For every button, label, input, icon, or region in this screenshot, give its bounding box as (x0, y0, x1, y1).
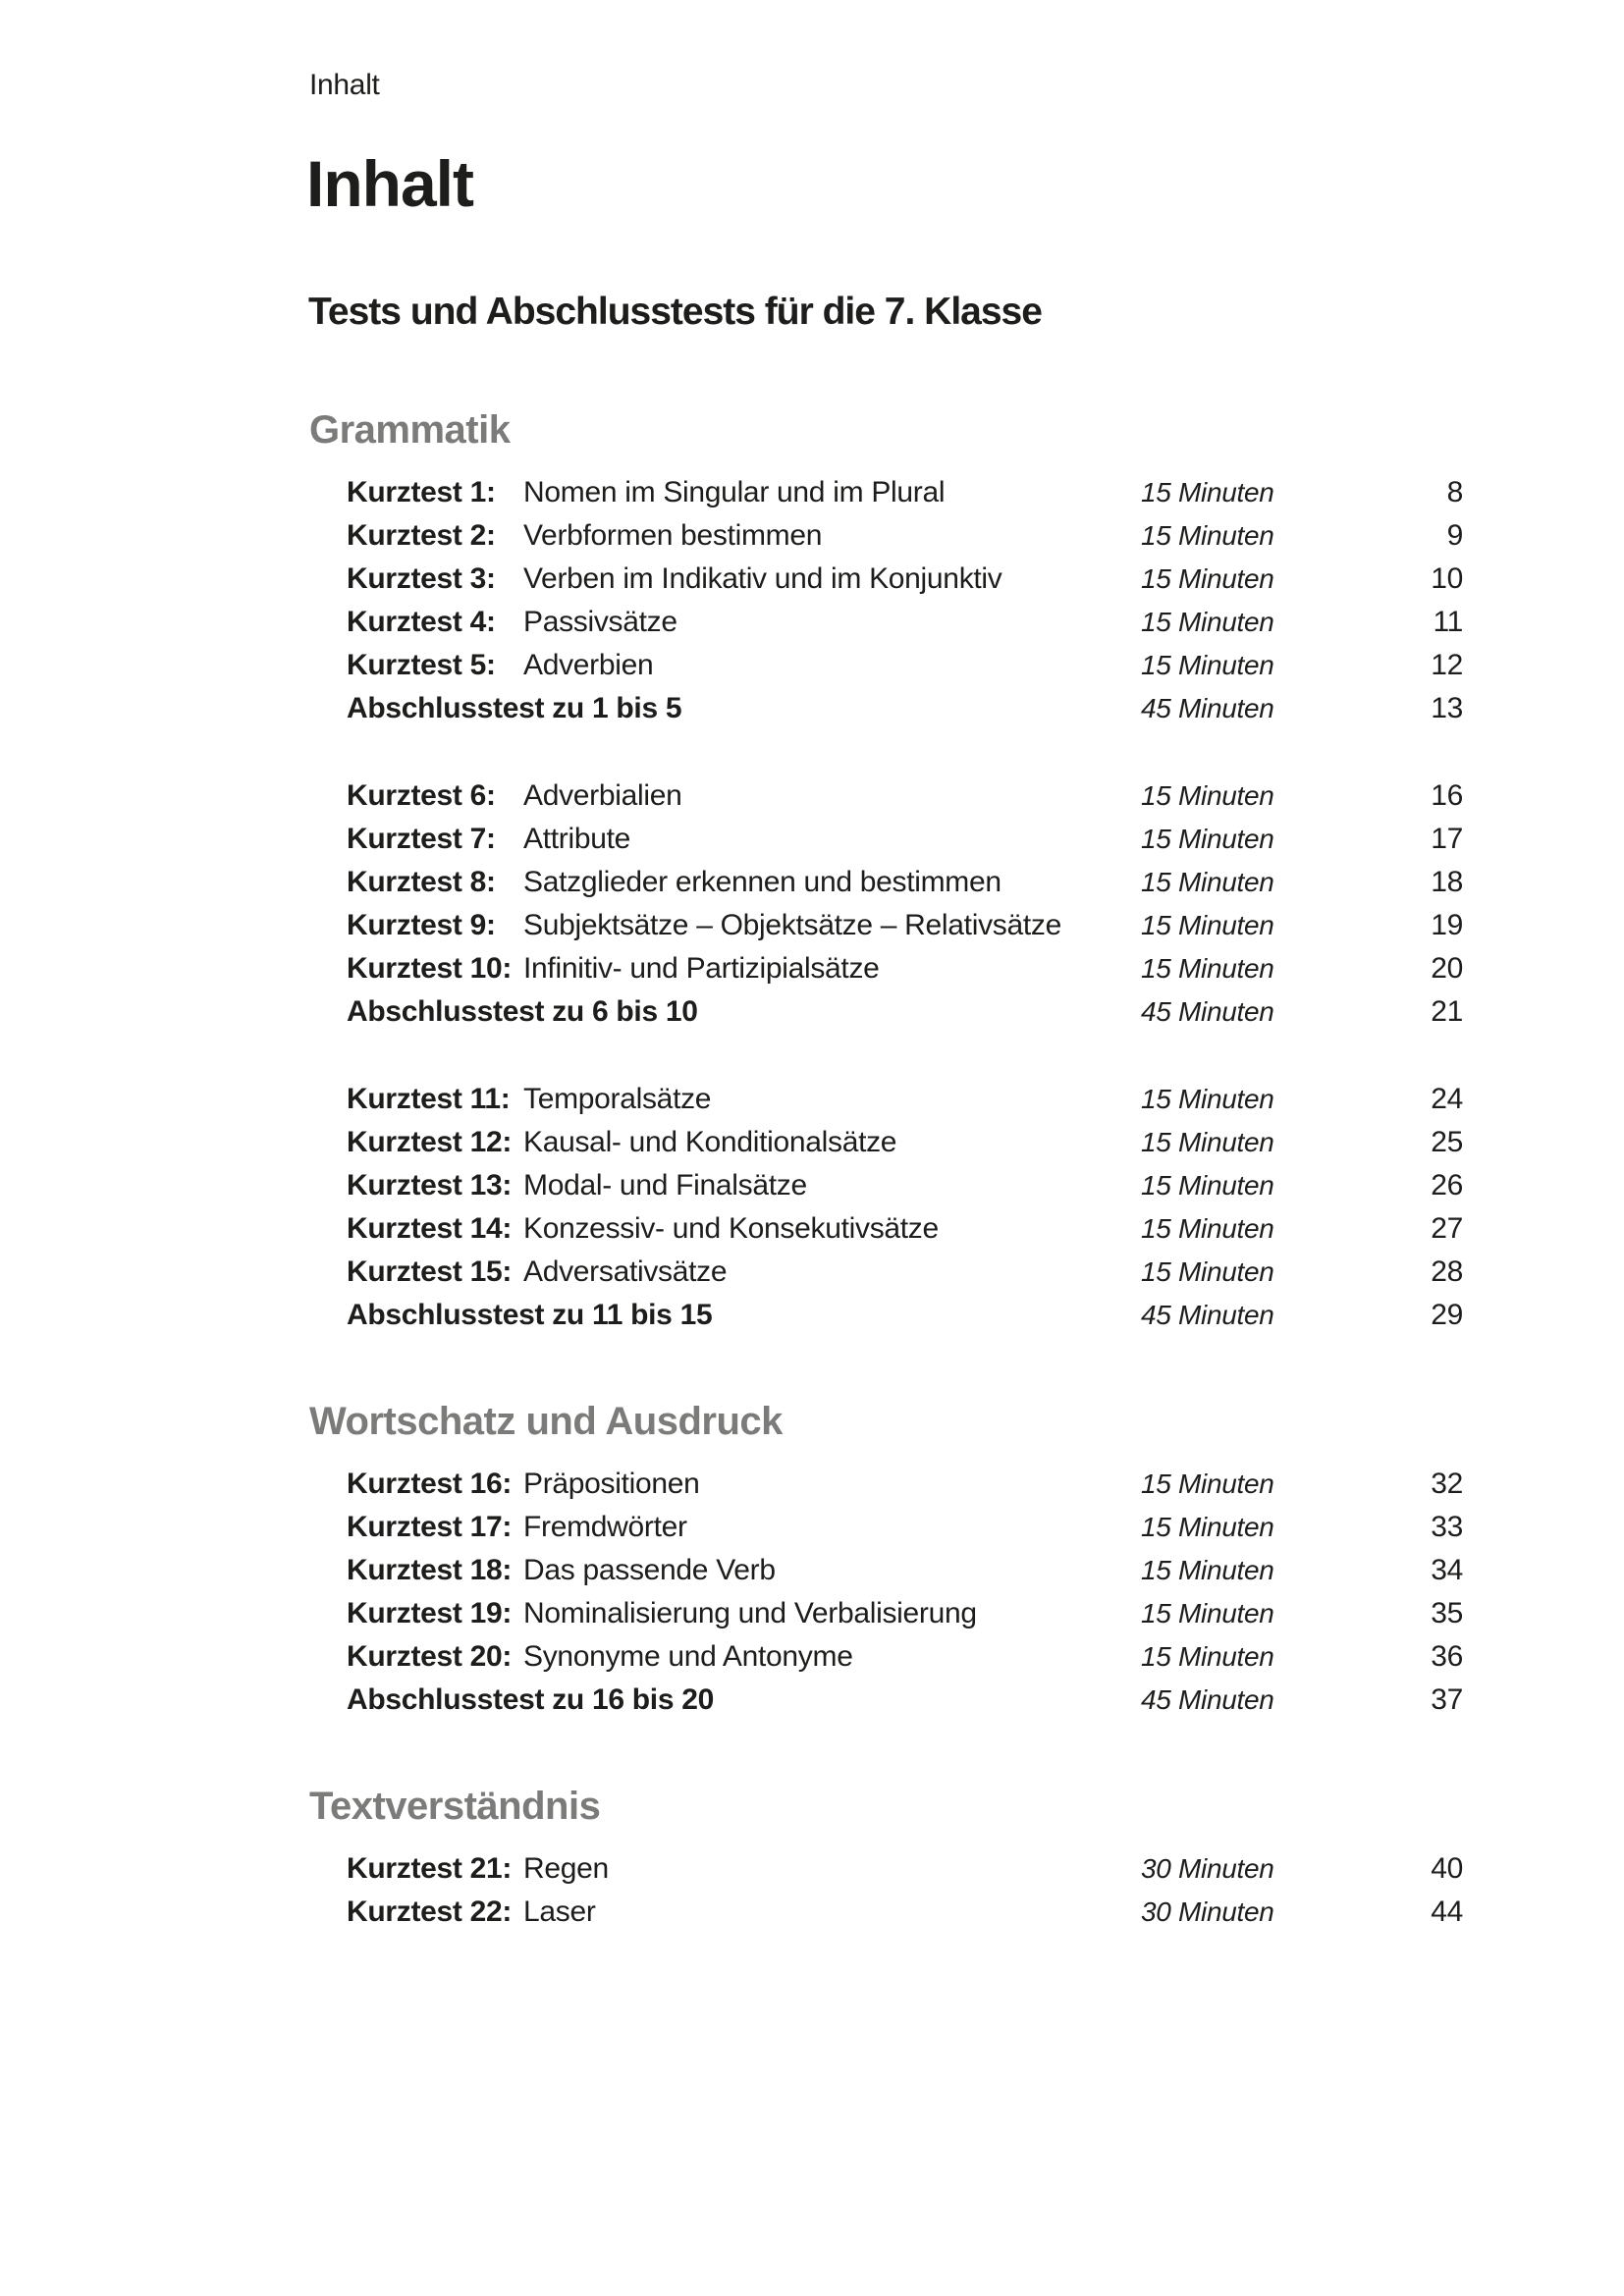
row-topic: Das passende Verb (523, 1554, 776, 1586)
toc-row-kurztest (309, 1463, 1463, 1506)
row-page-number: 32 (1431, 1468, 1463, 1500)
row-duration: 15 Minuten (1141, 1127, 1274, 1157)
toc-row-kurztest (309, 1207, 1463, 1251)
toc-group (309, 1078, 1463, 1337)
row-topic: Subjektsätze – Objektsätze – Relativsätze (523, 909, 1061, 941)
row-page-number: 16 (1431, 779, 1463, 812)
row-label: Kurztest 15: (347, 1255, 513, 1288)
page-title: Inhalt (306, 147, 473, 220)
row-duration: 30 Minuten (1141, 1853, 1274, 1884)
row-label: Kurztest 17: (347, 1511, 513, 1543)
row-page-number: 36 (1431, 1640, 1463, 1673)
row-label: Kurztest 5: (347, 649, 496, 681)
row-label: Kurztest 13: (347, 1169, 513, 1201)
row-page-number: 29 (1431, 1299, 1463, 1331)
row-duration: 15 Minuten (1141, 910, 1274, 940)
row-topic: Passivsätze (523, 606, 677, 638)
row-page-number: 26 (1431, 1169, 1463, 1201)
row-topic: Kausal- und Konditionalsätze (523, 1126, 897, 1158)
toc-row-kurztest (309, 601, 1463, 644)
row-label: Kurztest 7: (347, 823, 496, 855)
toc-row-abschlusstest (309, 1679, 1463, 1722)
toc-row-abschlusstest (309, 687, 1463, 730)
row-page-number: 27 (1431, 1212, 1463, 1245)
row-topic: Satzglieder erkennen und bestimmen (523, 866, 1001, 898)
row-label: Kurztest 10: (347, 952, 513, 985)
toc-row-kurztest (309, 644, 1463, 687)
row-topic: Präpositionen (523, 1468, 700, 1500)
toc-section (309, 408, 1463, 1337)
row-topic: Temporalsätze (523, 1083, 712, 1115)
row-topic: Konzessiv- und Konsekutivsätze (523, 1212, 939, 1245)
toc-row-kurztest (309, 1592, 1463, 1635)
row-duration: 30 Minuten (1141, 1896, 1274, 1927)
toc-row-kurztest (309, 818, 1463, 861)
row-page-number: 21 (1431, 995, 1463, 1028)
row-duration: 15 Minuten (1141, 477, 1274, 507)
section-heading: Grammatik (309, 408, 511, 452)
row-label: Kurztest 12: (347, 1126, 513, 1158)
row-duration: 15 Minuten (1141, 867, 1274, 897)
row-duration: 15 Minuten (1141, 1512, 1274, 1542)
row-duration: 45 Minuten (1141, 1300, 1274, 1330)
row-topic: Adversativsätze (523, 1255, 728, 1288)
row-duration: 15 Minuten (1141, 563, 1274, 594)
row-label: Kurztest 4: (347, 606, 496, 638)
row-page-number: 18 (1431, 866, 1463, 898)
row-topic: Adverbien (523, 649, 654, 681)
row-page-number: 10 (1431, 562, 1463, 595)
row-page-number: 44 (1431, 1896, 1463, 1928)
row-page-number: 34 (1431, 1554, 1463, 1586)
row-duration: 15 Minuten (1141, 780, 1274, 811)
row-duration: 15 Minuten (1141, 1170, 1274, 1201)
row-title: Abschlusstest zu 16 bis 20 (347, 1683, 715, 1716)
row-duration: 15 Minuten (1141, 650, 1274, 680)
row-label: Kurztest 21: (347, 1852, 513, 1885)
row-duration: 15 Minuten (1141, 824, 1274, 854)
toc-row-kurztest (309, 1164, 1463, 1207)
row-duration: 15 Minuten (1141, 1555, 1274, 1585)
row-duration: 15 Minuten (1141, 1213, 1274, 1244)
row-topic: Infinitiv- und Partizipialsätze (523, 952, 880, 985)
row-label: Kurztest 22: (347, 1896, 513, 1928)
row-page-number: 13 (1431, 692, 1463, 724)
row-label: Kurztest 1: (347, 476, 496, 508)
row-label: Kurztest 3: (347, 562, 496, 595)
row-topic: Adverbialien (523, 779, 682, 812)
row-duration: 15 Minuten (1141, 1468, 1274, 1499)
toc-row-kurztest (309, 1506, 1463, 1549)
row-label: Kurztest 9: (347, 909, 496, 941)
toc-group (309, 1463, 1463, 1722)
row-topic: Attribute (523, 823, 631, 855)
row-duration: 15 Minuten (1141, 1084, 1274, 1114)
toc-row-kurztest (309, 1549, 1463, 1592)
row-title: Abschlusstest zu 1 bis 5 (347, 692, 682, 724)
toc-row-kurztest (309, 861, 1463, 904)
toc-section (309, 1785, 1463, 1934)
row-page-number: 25 (1431, 1126, 1463, 1158)
row-topic: Modal- und Finalsätze (523, 1169, 807, 1201)
toc-row-abschlusstest (309, 990, 1463, 1034)
row-page-number: 17 (1431, 823, 1463, 855)
row-topic: Laser (523, 1896, 596, 1928)
row-label: Kurztest 2: (347, 519, 496, 552)
row-label: Kurztest 16: (347, 1468, 513, 1500)
row-duration: 45 Minuten (1141, 693, 1274, 723)
section-heading: Wortschatz und Ausdruck (309, 1400, 783, 1443)
toc-row-kurztest (309, 1635, 1463, 1679)
page-subtitle: Tests und Abschlusstests für die 7. Klasse (308, 291, 1042, 333)
toc-row-abschlusstest (309, 1294, 1463, 1337)
row-page-number: 28 (1431, 1255, 1463, 1288)
row-page-number: 20 (1431, 952, 1463, 985)
toc-row-kurztest (309, 947, 1463, 990)
toc-row-kurztest (309, 904, 1463, 947)
row-topic: Synonyme und Antonyme (523, 1640, 853, 1673)
toc-row-kurztest (309, 1847, 1463, 1891)
row-page-number: 9 (1446, 519, 1463, 552)
toc-row-kurztest (309, 514, 1463, 558)
row-duration: 15 Minuten (1141, 1598, 1274, 1629)
row-page-number: 11 (1433, 606, 1463, 638)
row-title: Abschlusstest zu 11 bis 15 (347, 1299, 713, 1331)
row-label: Kurztest 20: (347, 1640, 513, 1673)
row-duration: 45 Minuten (1141, 1684, 1274, 1715)
row-duration: 15 Minuten (1141, 1641, 1274, 1672)
row-topic: Nominalisierung und Verbalisierung (523, 1597, 977, 1629)
toc-group (309, 1847, 1463, 1934)
row-duration: 15 Minuten (1141, 520, 1274, 551)
row-page-number: 8 (1446, 476, 1463, 508)
row-label: Kurztest 19: (347, 1597, 513, 1629)
row-label: Kurztest 6: (347, 779, 496, 812)
toc-row-kurztest (309, 471, 1463, 514)
row-duration: 15 Minuten (1141, 1256, 1274, 1287)
row-page-number: 12 (1431, 649, 1463, 681)
toc-group (309, 774, 1463, 1034)
row-duration: 15 Minuten (1141, 953, 1274, 984)
table-of-contents (309, 408, 1463, 1934)
row-topic: Nomen im Singular und im Plural (523, 476, 946, 508)
row-title: Abschlusstest zu 6 bis 10 (347, 995, 698, 1028)
row-label: Kurztest 14: (347, 1212, 513, 1245)
running-head: Inhalt (309, 69, 380, 101)
row-label: Kurztest 11: (347, 1083, 511, 1115)
toc-row-kurztest (309, 774, 1463, 818)
row-page-number: 35 (1431, 1597, 1463, 1629)
toc-row-kurztest (309, 1251, 1463, 1294)
row-topic: Fremdwörter (523, 1511, 687, 1543)
section-heading: Textverständnis (309, 1785, 601, 1828)
toc-section (309, 1400, 1463, 1722)
row-topic: Verbformen bestimmen (523, 519, 823, 552)
row-label: Kurztest 8: (347, 866, 496, 898)
row-page-number: 37 (1431, 1683, 1463, 1716)
toc-row-kurztest (309, 1891, 1463, 1934)
row-duration: 15 Minuten (1141, 607, 1274, 637)
row-topic: Verben im Indikativ und im Konjunktiv (523, 562, 1002, 595)
row-page-number: 24 (1431, 1083, 1463, 1115)
toc-row-kurztest (309, 1078, 1463, 1121)
toc-row-kurztest (309, 1121, 1463, 1164)
row-duration: 45 Minuten (1141, 996, 1274, 1027)
row-label: Kurztest 18: (347, 1554, 513, 1586)
row-page-number: 40 (1431, 1852, 1463, 1885)
row-page-number: 19 (1431, 909, 1463, 941)
row-page-number: 33 (1431, 1511, 1463, 1543)
toc-group (309, 471, 1463, 730)
row-topic: Regen (523, 1852, 609, 1885)
toc-row-kurztest (309, 558, 1463, 601)
